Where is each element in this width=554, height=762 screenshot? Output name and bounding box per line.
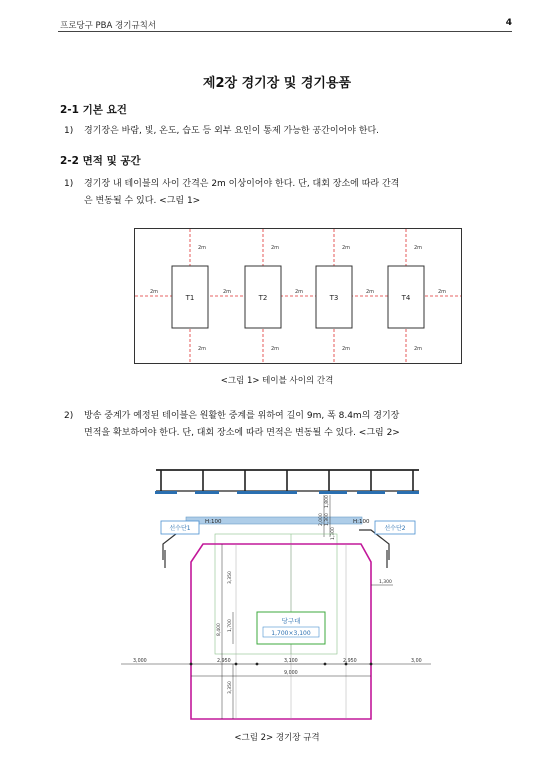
dim-left-outer: 3,000 xyxy=(133,659,147,664)
dim-right-inner: 2,950 xyxy=(343,659,357,664)
paragraph-2-1-1 xyxy=(64,123,379,140)
item-number: 1) xyxy=(64,179,74,189)
dim-height-total: 8,400 xyxy=(217,623,222,636)
dim-height-mid: 1,700 xyxy=(228,619,233,632)
gap-label: 2m xyxy=(342,245,351,251)
dim-total-width: 9,000 xyxy=(284,671,298,676)
figure-2-arena-spec xyxy=(121,464,431,726)
figure-2-caption: <그림 2> 경기장 규격 xyxy=(234,733,320,743)
dim-left-inner: 2,950 xyxy=(217,659,231,664)
height-label-1: H:100 xyxy=(205,519,222,525)
page-number: 4 xyxy=(505,18,512,28)
table-label: T3 xyxy=(329,294,339,302)
gap-label: 2m xyxy=(150,289,159,295)
paragraph-2-2-1 xyxy=(64,176,399,210)
player-bench-left xyxy=(163,530,193,568)
dim-side-right: 1,300 xyxy=(379,580,392,585)
gap-label: 2m xyxy=(271,245,280,251)
broadcast-rig xyxy=(155,470,419,494)
section-title-2-2: 2-2 면적 및 공간 xyxy=(60,155,141,167)
paragraph-line: 방송 중계가 예정된 테이블은 원활한 중계를 위하여 길이 9m, 폭 8.4m의 경기장 xyxy=(84,411,400,421)
figure-1-table-spacing xyxy=(134,228,462,364)
player-area-2-label: 선수단2 xyxy=(384,525,406,532)
paragraph-line: 면적을 확보하여야 한다. 단, 대회 장소에 따라 면적은 변동될 수 있다. <그림 2> xyxy=(84,428,400,438)
table-label: T4 xyxy=(401,294,411,302)
item-number: 2) xyxy=(64,411,74,421)
gap-label: 2m xyxy=(223,289,232,295)
gap-label: 2m xyxy=(414,346,423,352)
dim-right-outer: 3,00 xyxy=(411,659,422,664)
height-label-2: H:100 xyxy=(353,519,370,525)
paragraph-line: 경기장 내 테이블의 사이 간격은 2m 이상이어야 한다. 단, 대회 장소에 따라 간격 xyxy=(84,179,400,189)
gap-label: 2m xyxy=(438,289,447,295)
gap-label: 2m xyxy=(342,346,351,352)
table-label: T2 xyxy=(258,294,268,302)
dim-height-top: 3,350 xyxy=(228,571,233,584)
dim-center: 3,100 xyxy=(284,659,298,664)
item-number: 1) xyxy=(64,126,74,136)
gap-label: 2m xyxy=(271,346,280,352)
dim-top-b: 1,300 xyxy=(325,513,330,526)
paragraph-2-2-2 xyxy=(64,408,400,442)
table-label: T1 xyxy=(185,294,195,302)
dim-top-d: 1,300 xyxy=(331,527,336,540)
chapter-title: 제2장 경기장 및 경기용품 xyxy=(202,76,352,91)
dim-height-bottom: 3,350 xyxy=(228,681,233,694)
gap-label: 2m xyxy=(366,289,375,295)
dim-top-c: 1,800 xyxy=(325,495,330,508)
dim-top-a: 2,000 xyxy=(319,513,324,526)
gap-label: 2m xyxy=(414,245,423,251)
paragraph-line: 은 변동될 수 있다. <그림 1> xyxy=(84,196,201,206)
gap-label: 2m xyxy=(198,245,207,251)
player-area-1-label: 선수단1 xyxy=(169,525,191,532)
figure-1-caption: <그림 1> 테이블 사이의 간격 xyxy=(220,376,334,386)
header-rule xyxy=(58,31,512,32)
document-title: 프로당구 PBA 경기규칙서 xyxy=(60,21,157,31)
section-title-2-1: 2-1 기본 요건 xyxy=(60,104,127,116)
table-size: 1,700×3,100 xyxy=(271,630,311,637)
gap-label: 2m xyxy=(295,289,304,295)
table-label: 당구대 xyxy=(281,617,301,625)
paragraph-line: 경기장은 바람, 빛, 온도, 습도 등 외부 요인이 통제 가능한 공간이어야 한다. xyxy=(84,126,380,136)
gap-label: 2m xyxy=(198,346,207,352)
